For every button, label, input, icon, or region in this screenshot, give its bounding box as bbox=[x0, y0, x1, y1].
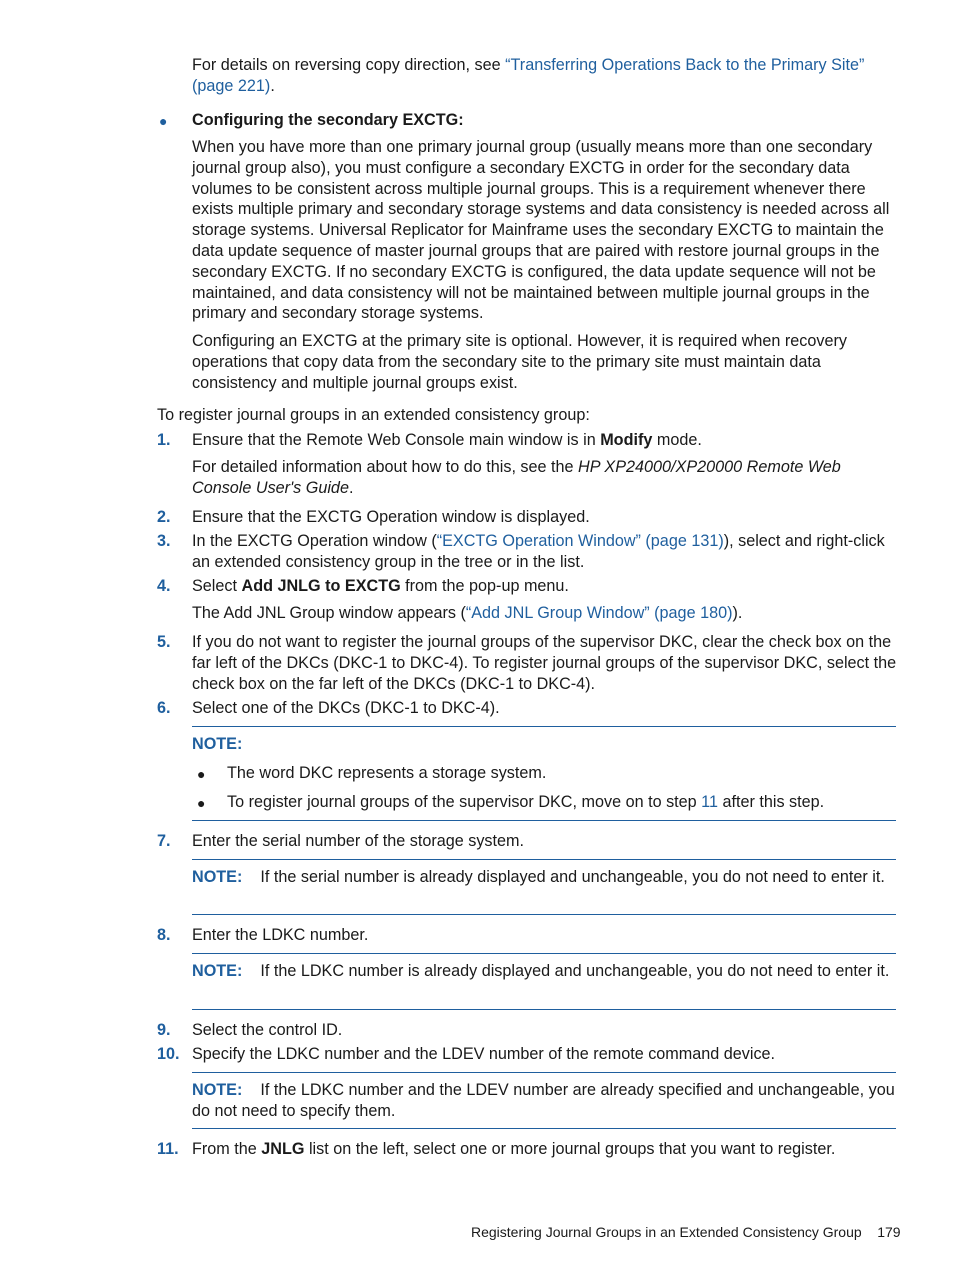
note-bullet-2: To register journal groups of the supervisor DKC, move on to step 11 after this step. bbox=[227, 793, 825, 811]
step-7: Enter the serial number of the storage system. bbox=[192, 832, 525, 850]
step-number: 5. bbox=[157, 633, 171, 651]
secondary-paragraph-1: When you have more than one primary journal group (usually means more than one secondary journal group also), you must configure a secondary EXCTG in order for the secondary data volumes to be consistent across multiple journal groups. This is a requirement whenever there exists multiple primary and secondary storage systems and data consistency is needed across all storage systems. Universal Replicator for Mainframe uses the secondary EXCTG to maintain the data update sequence of master journal groups that are paired with restore journal groups in the secondary EXCTG. If no secondary EXCTG is configured, the data update sequence will not be maintained, and data consistency will not be maintained between multiple journal groups in the primary and secondary storage systems. bbox=[192, 138, 890, 323]
step-3: In the EXCTG Operation window (“EXCTG Operation Window” (page 131)), select and right-click an extended consistency group in the tree or in the list. bbox=[192, 532, 885, 571]
step-11: From the JNLG list on the left, select one or more journal groups that you want to register. bbox=[192, 1140, 836, 1158]
secondary-heading: Configuring the secondary EXCTG: bbox=[192, 111, 464, 129]
page-footer bbox=[471, 1222, 901, 1243]
step-number: 1. bbox=[157, 431, 171, 449]
step-1: Ensure that the Remote Web Console main window is in Modify mode. bbox=[192, 431, 702, 449]
note-step-10: NOTE: If the LDKC number and the LDEV number are already specified and unchangeable, you do not need to specify them. bbox=[192, 1081, 895, 1120]
note-bullet-1: The word DKC represents a storage system. bbox=[227, 764, 547, 782]
bullet-icon: ● bbox=[197, 766, 206, 782]
procedure-lead: To register journal groups in an extended consistency group: bbox=[157, 406, 590, 424]
bullet-icon: ● bbox=[159, 113, 168, 129]
step-4: Select Add JNLG to EXCTG from the pop-up menu. bbox=[192, 577, 569, 595]
note-label: NOTE: bbox=[192, 735, 243, 753]
step-number: 3. bbox=[157, 532, 171, 550]
footer-title: Registering Journal Groups in an Extended Consistency Group bbox=[471, 1224, 862, 1240]
note-rule-top bbox=[192, 859, 896, 860]
step-number: 8. bbox=[157, 926, 171, 944]
step-11-link[interactable]: 11 bbox=[701, 793, 718, 811]
step-number: 6. bbox=[157, 699, 171, 717]
note-rule-bottom bbox=[192, 1128, 896, 1129]
note-rule-bottom bbox=[192, 820, 896, 821]
note-rule-bottom bbox=[192, 914, 896, 915]
step-1-detail: For detailed information about how to do this, see the HP XP24000/XP20000 Remote Web Console User's Guide. bbox=[192, 458, 841, 497]
step-number: 9. bbox=[157, 1021, 171, 1039]
add-jnl-group-window-link[interactable]: “Add JNL Group Window” (page 180) bbox=[465, 604, 733, 622]
bullet-icon: ● bbox=[197, 795, 206, 811]
step-number: 2. bbox=[157, 508, 171, 526]
secondary-paragraph-2: Configuring an EXCTG at the primary site is optional. However, it is required when recovery operations that copy data from the secondary site to the primary site must maintain data consistency and multiple journal groups exist. bbox=[192, 332, 847, 392]
page-number: 179 bbox=[877, 1224, 901, 1240]
step-8: Enter the LDKC number. bbox=[192, 926, 369, 944]
step-6: Select one of the DKCs (DKC-1 to DKC-4). bbox=[192, 699, 500, 717]
step-5: If you do not want to register the journal groups of the supervisor DKC, clear the check box on the far left of the DKCs (DKC-1 to DKC-4). To register journal groups of the supervisor DKC, select the check box on the far left of the DKCs (DKC-1 to DKC-4). bbox=[192, 633, 897, 693]
note-rule-top bbox=[192, 726, 896, 727]
exctg-operation-window-link[interactable]: “EXCTG Operation Window” (page 131) bbox=[436, 532, 724, 550]
note-step-8: NOTE: If the LDKC number is already displayed and unchangeable, you do not need to enter it. bbox=[192, 962, 890, 980]
step-number: 11. bbox=[157, 1140, 179, 1158]
step-number: 7. bbox=[157, 832, 171, 850]
step-number: 10. bbox=[157, 1045, 180, 1063]
step-10: Specify the LDKC number and the LDEV number of the remote command device. bbox=[192, 1045, 776, 1063]
intro-paragraph: For details on reversing copy direction, see “Transferring Operations Back to the Primary Site” (page 221). bbox=[192, 56, 865, 95]
step-9: Select the control ID. bbox=[192, 1021, 343, 1039]
note-step-7: NOTE: If the serial number is already displayed and unchangeable, you do not need to enter it. bbox=[192, 868, 885, 886]
step-2: Ensure that the EXCTG Operation window is displayed. bbox=[192, 508, 590, 526]
note-rule-bottom bbox=[192, 1009, 896, 1010]
step-number: 4. bbox=[157, 577, 171, 595]
note-rule-top bbox=[192, 1072, 896, 1073]
step-4-detail: The Add JNL Group window appears (“Add JNL Group Window” (page 180)). bbox=[192, 604, 743, 622]
note-rule-top bbox=[192, 953, 896, 954]
transferring-operations-link[interactable]: “Transferring Operations Back to the Primary Site” (page 221) bbox=[192, 56, 865, 95]
